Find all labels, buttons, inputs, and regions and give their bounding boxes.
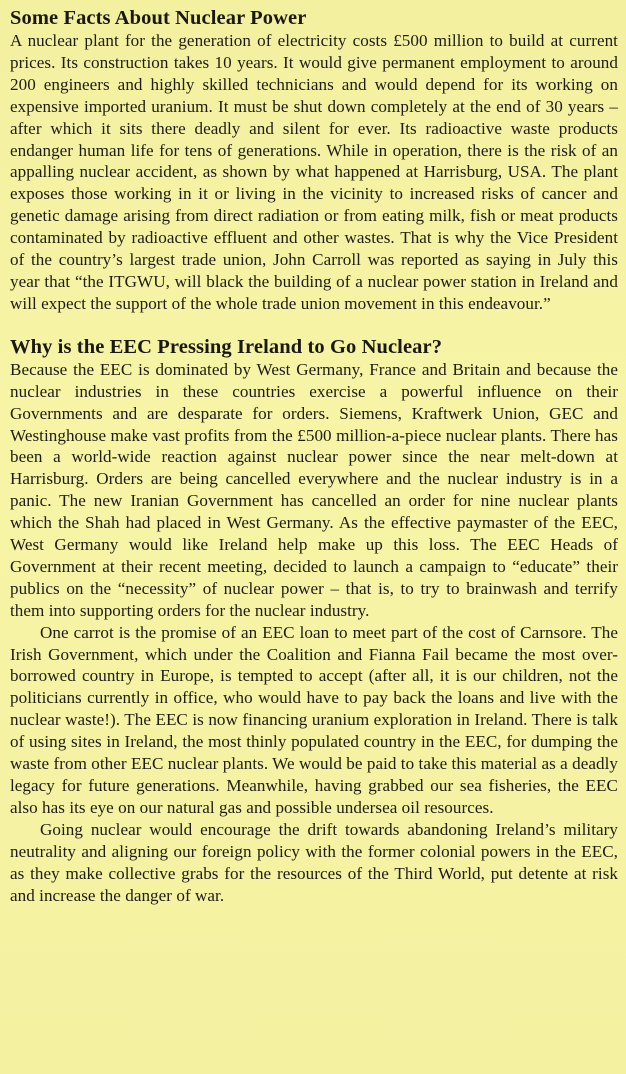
section-heading: Why is the EEC Pressing Ireland to Go Nuclear? xyxy=(10,335,443,358)
section-nuclear-facts xyxy=(10,6,618,315)
body-paragraph: A nuclear plant for the generation of electricity costs £500 million to build at current prices. Its construction takes 10 years. It would give permanent employment to around 200 engineers and highly skilled technicians and would depend for its working on expensive imported uranium. It must be shut down completely at the end of 30 years – after which it sits there deadly and silent for ever. Its radioactive waste products endanger human life for tens of generations. While in operation, there is the risk of an appalling nuclear accident, as shown by what happened at Harrisburg, USA. The plant exposes those working in it or living in the vicinity to increased risks of cancer and genetic damage arising from direct radiation or from eating milk, fish or meat products contaminated by radioactive effluent and other wastes. That is why the Vice President of the country’s largest trade union, John Carroll was reported as saying in July this year that “the ITGWU, will black the building of a nuclear power station in Ireland and will expect the support of the whole trade union movement in this endeavour.” xyxy=(10,31,618,313)
section-eec-pressure xyxy=(10,335,618,907)
body-paragraph: Going nuclear would encourage the drift towards abandoning Ireland’s military neutrality and aligning our foreign policy with the former colonial powers in the EEC, as they make collective grabs for the resources of the Third World, put detente at risk and increase the danger of war. xyxy=(10,819,618,905)
body-paragraph: Because the EEC is dominated by West Germany, France and Britain and because the nuclear industries in these countries exercise a powerful influence on their Governments and are desparate for orders. Siemens, Kraftwerk Union, GEC and Westinghouse make vast profits from the £500 million-a-piece nuclear plants. There has been a world-wide reaction against nuclear power since the near melt-down at Harrisburg. Orders are being cancelled everywhere and the nuclear industry is in a panic. The new Iranian Government has cancelled an order for nine nuclear plants which the Shah had placed in West Germany. As the effective paymaster of the EEC, West Germany would like Ireland help make up this loss. The EEC Heads of Government at their recent meeting, decided to launch a campaign to “educate” their publics on the “necessity” of nuclear power – that is, to try to brainwash and terrify them into supporting orders for the nuclear industry. xyxy=(10,359,618,620)
body-paragraph: One carrot is the promise of an EEC loan to meet part of the cost of Carnsore. The Irish Government, which under the Coalition and Fianna Fail became the most over-borrowed country in Europe, is tempted to accept (after all, it is our children, not the politicians currently in office, who would have to pay back the loans and live with the nuclear waste!). The EEC is now financing uranium exploration in Ireland. There is talk of using sites in Ireland, the most thinly populated country in the EEC, for dumping the waste from other EEC nuclear plants. We would be paid to take this material as a deadly legacy for future generations. Meanwhile, having grabbed our sea fisheries, the EEC also has its eye on our natural gas and possible undersea oil resources. xyxy=(10,622,618,817)
section-heading: Some Facts About Nuclear Power xyxy=(10,7,307,29)
